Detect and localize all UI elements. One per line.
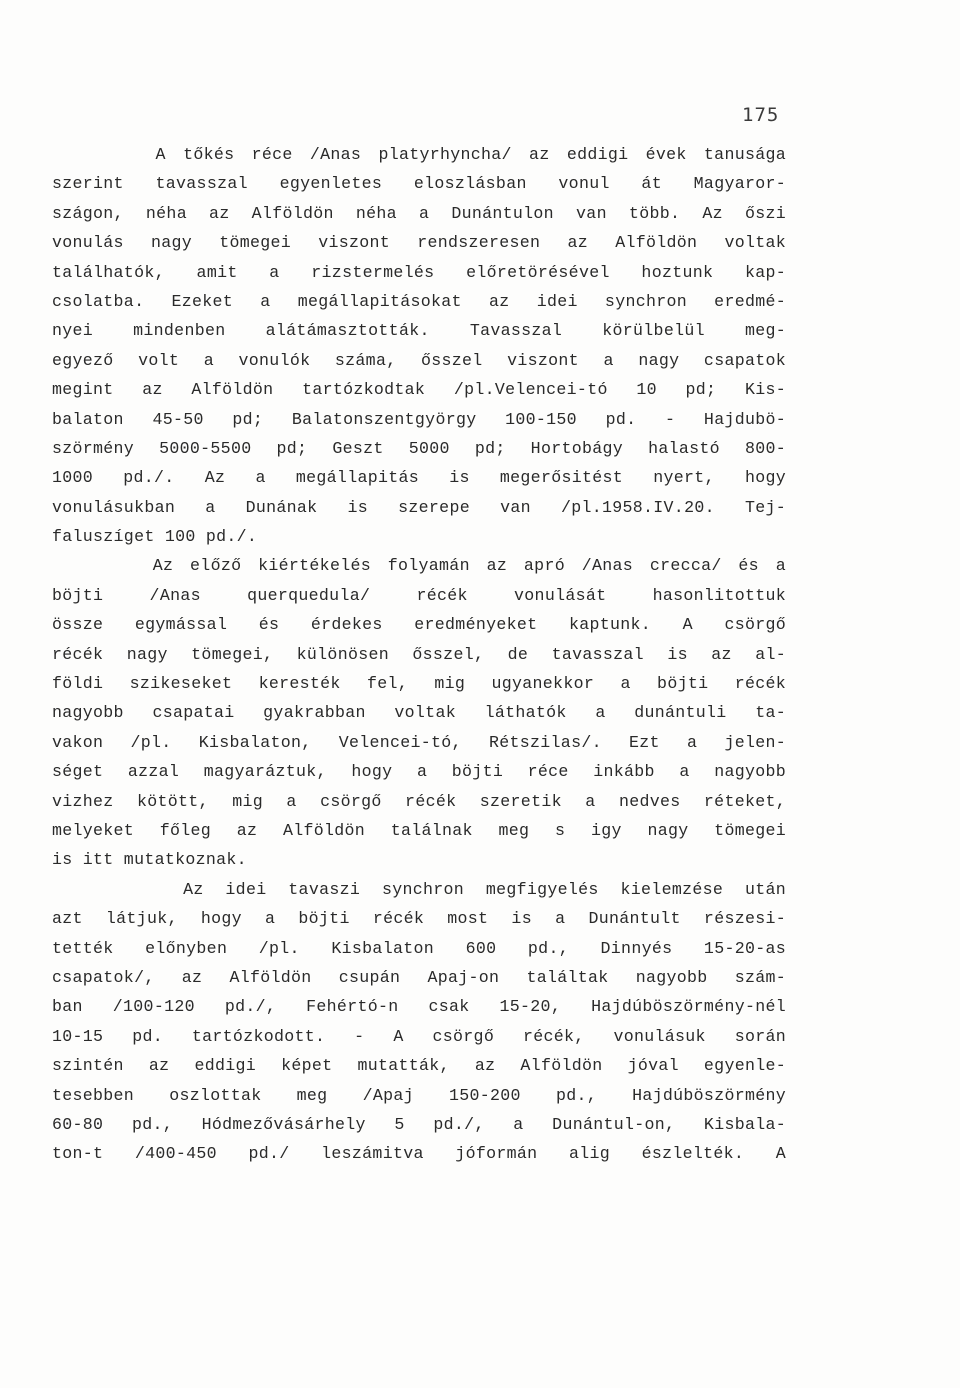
text-line: szerint tavasszal egyenletes eloszlásban vonul át Magyaror- [52,174,786,194]
text-line: egyező volt a vonulók száma, ősszel viszont a nagy csapatok [52,350,786,370]
text-line: 60-80 pd., Hódmezővásárhely 5 pd./, a Dunántul-on, Kisbala- [52,1114,786,1134]
text-line: nagyobb csapatai gyakrabban voltak láthatók a dunántuli ta- [52,703,786,723]
text-line: földi szikeseket keresték fel, mig ugyanekkor a böjti récék [52,674,786,694]
text-line: Az idei tavaszi synchron megfigyelés kielemzése után [52,879,786,899]
text-line: szintén az eddigi képet mutatták, az Alföldön jóval egyenle- [52,1056,786,1076]
text-line: nyei mindenben alátámasztották. Tavasszal körülbelül meg- [52,321,786,341]
text-line: csapatok/, az Alföldön csupán Apaj-on találtak nagyobb szám- [52,967,786,987]
page-number: 175 [742,104,780,126]
text-line: ton-t /400-450 pd./ leszámitva jóformán alig észlelték. A [52,1144,786,1164]
text-line: récék nagy tömegei, különösen ősszel, de tavasszal is az al- [52,644,786,664]
text-line: tesebben oszlottak meg /Apaj 150-200 pd., Hajdúböszörmény [52,1085,786,1105]
body-text [52,140,786,1169]
text-line: séget azzal magyaráztuk, hogy a böjti réce inkább a nagyobb [52,762,786,782]
text-line: faluszíget 100 pd./. [52,527,258,547]
text-line: A tőkés réce /Anas platyrhyncha/ az eddigi évek tanusága [52,145,786,164]
text-line: 1000 pd./. Az a megállapitás is megerősitést nyert, hogy [52,468,786,488]
text-line: böjti /Anas querquedula/ récék vonulását hasonlitottuk [52,585,786,605]
text-line: vakon /pl. Kisbalaton, Velencei-tó, Rétszilas/. Ezt a jelen- [52,732,786,752]
text-line: csolatba. Ezeket a megállapitásokat az idei synchron eredmé- [52,291,786,311]
text-line: szágon, néha az Alföldön néha a Dunántulon van több. Az őszi [52,203,786,223]
text-line: 10-15 pd. tartózkodott. - A csörgő récék, vonulásuk során [52,1026,786,1046]
text-line: Az előző kiértékelés folyamán az apró /Anas crecca/ és a [52,556,786,576]
text-line: ban /100-120 pd./, Fehértó-n csak 15-20, Hajdúböszörmény-nél [52,997,786,1017]
text-line: össze egymással és érdekes eredményeket kaptunk. A csörgő [52,615,786,635]
text-line: azt látjuk, hogy a böjti récék most is a Dunántult részesi- [52,909,786,929]
text-line: megint az Alföldön tartózkodtak /pl.Velencei-tó 10 pd; Kis- [52,380,786,400]
text-line: vizhez kötött, mig a csörgő récék szeretik a nedves réteket, [52,791,786,811]
text-line: szörmény 5000-5500 pd; Geszt 5000 pd; Hortobágy halastó 800- [52,438,786,458]
text-line: vonulás nagy tömegei viszont rendszeresen az Alföldön voltak [52,233,786,253]
text-line: melyeket főleg az Alföldön találnak meg s igy nagy tömegei [52,820,786,840]
text-line: is itt mutatkoznak. [52,850,247,870]
text-line: találhatók, amit a rizstermelés előretörésével hoztunk kap- [52,262,786,282]
text-line: tették előnyben /pl. Kisbalaton 600 pd., Dinnyés 15-20-as [52,938,786,958]
text-line: balaton 45-50 pd; Balatonszentgyörgy 100-150 pd. - Hajdubö- [52,409,786,429]
text-line: vonulásukban a Dunának is szerepe van /pl.1958.IV.20. Tej- [52,497,786,517]
